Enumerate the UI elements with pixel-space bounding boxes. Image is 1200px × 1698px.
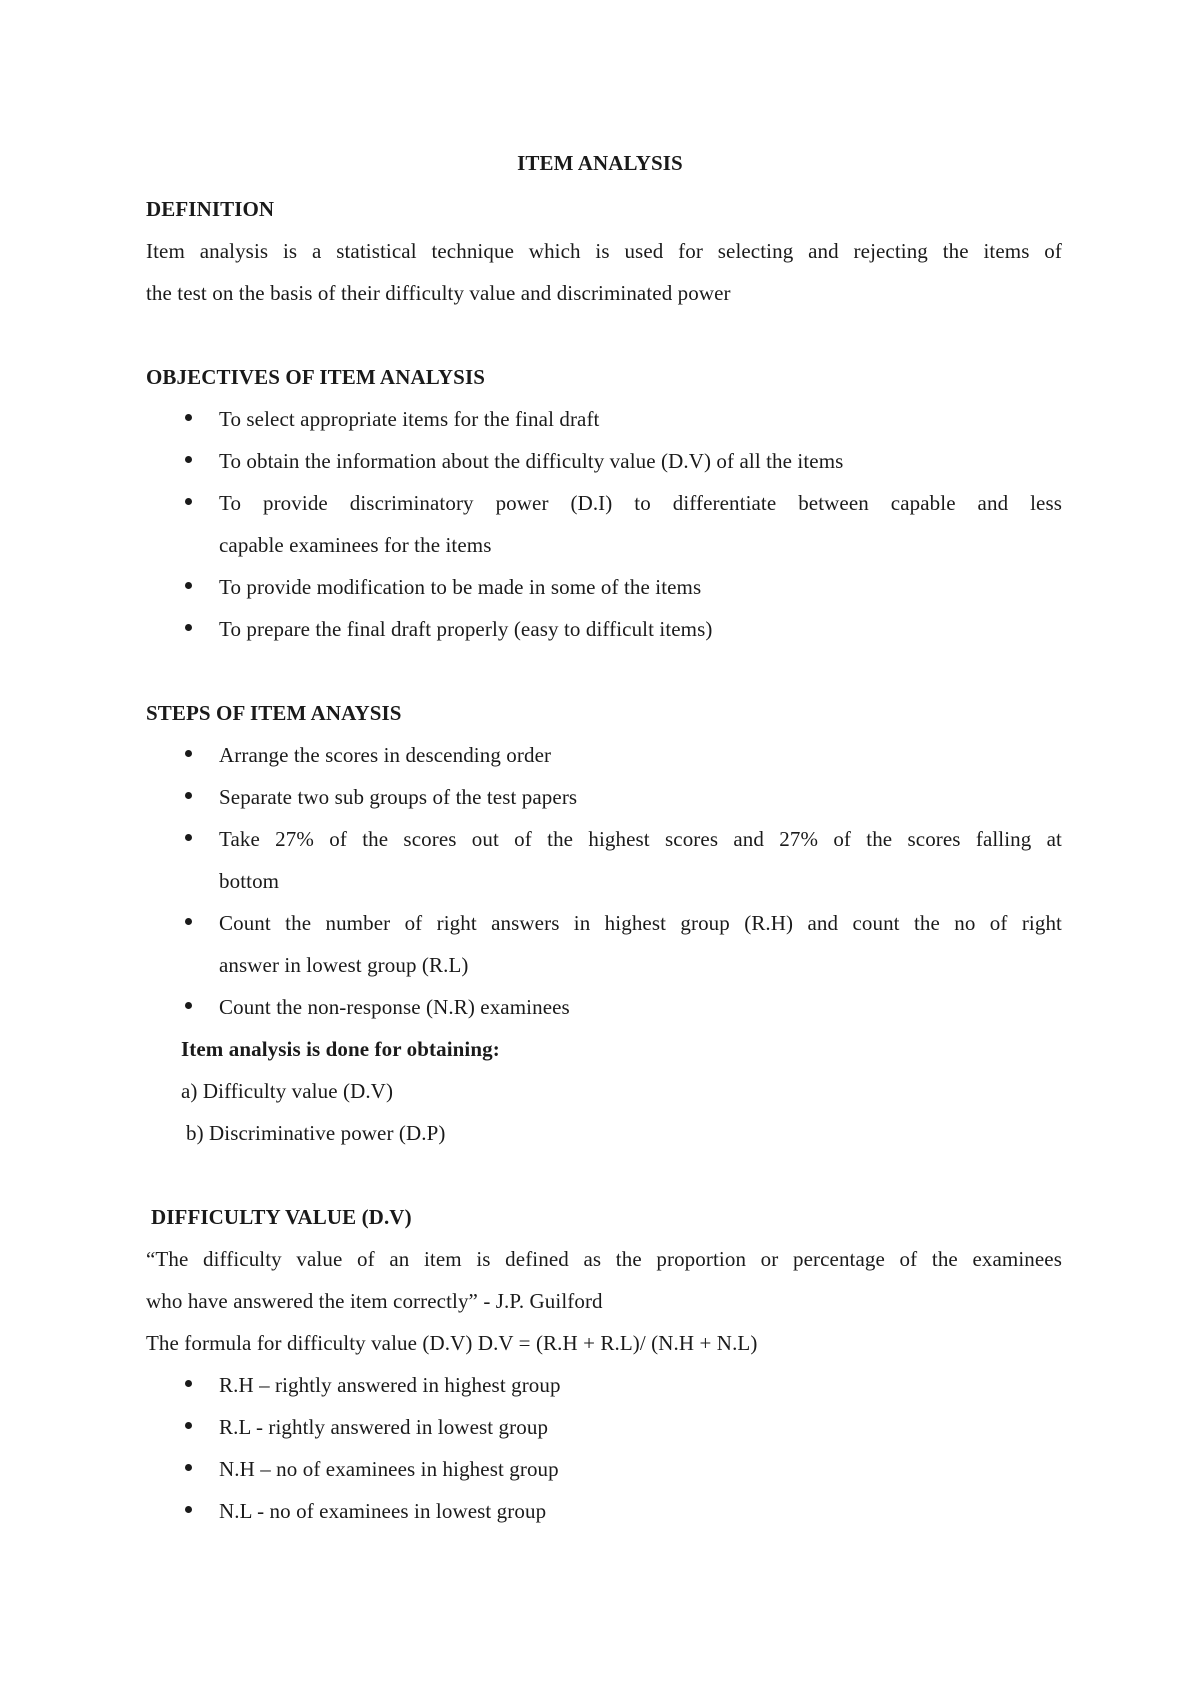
bullet-icon: [185, 834, 192, 841]
steps-item-4: Count the number of right answers in highest group (R.H) and count the no of right: [219, 911, 1062, 935]
bullet-icon: [185, 582, 192, 589]
objectives-heading: OBJECTIVES OF ITEM ANALYSIS: [146, 365, 485, 389]
objectives-item-3: To provide discriminatory power (D.I) to differentiate between capable and less: [219, 491, 1062, 515]
bullet-icon: [185, 1506, 192, 1513]
steps-item-2: Separate two sub groups of the test papers: [219, 785, 578, 809]
difficulty-quote-line-2: who have answered the item correctly” - J.P. Guilford: [146, 1289, 603, 1313]
difficulty-item-4: N.L - no of examinees in lowest group: [219, 1499, 547, 1523]
definition-line-1: Item analysis is a statistical technique which is used for selecting and rejecting the items of: [146, 239, 1062, 263]
steps-item-3: Take 27% of the scores out of the highest scores and 27% of the scores falling at: [219, 827, 1062, 851]
steps-sub-item-b: b) Discriminative power (D.P): [186, 1121, 446, 1145]
bullet-icon: [185, 1380, 192, 1387]
bullet-icon: [185, 498, 192, 505]
steps-sub-item-a: a) Difficulty value (D.V): [181, 1079, 394, 1103]
objectives-item-3-cont: capable examinees for the items: [219, 533, 492, 557]
bullet-icon: [185, 1422, 192, 1429]
bullet-icon: [185, 1002, 192, 1009]
bullet-icon: [185, 918, 192, 925]
objectives-item-2: To obtain the information about the difficulty value (D.V) of all the items: [219, 449, 844, 473]
steps-heading: STEPS OF ITEM ANAYSIS: [146, 701, 402, 725]
definition-line-2: the test on the basis of their difficulty value and discriminated power: [146, 281, 731, 305]
objectives-item-4: To provide modification to be made in some of the items: [219, 575, 702, 599]
difficulty-item-1: R.H – rightly answered in highest group: [219, 1373, 561, 1397]
steps-item-1: Arrange the scores in descending order: [219, 743, 552, 767]
bullet-icon: [185, 1464, 192, 1471]
steps-item-5: Count the non-response (N.R) examinees: [219, 995, 570, 1019]
page-title: ITEM ANALYSIS: [517, 151, 683, 175]
difficulty-heading: DIFFICULTY VALUE (D.V): [151, 1205, 412, 1229]
difficulty-item-3: N.H – no of examinees in highest group: [219, 1457, 559, 1481]
bullet-icon: [185, 792, 192, 799]
bullet-icon: [185, 456, 192, 463]
objectives-item-1: To select appropriate items for the final draft: [219, 407, 600, 431]
bullet-icon: [185, 750, 192, 757]
difficulty-quote-line-1: “The difficulty value of an item is defined as the proportion or percentage of the examinees: [146, 1247, 1062, 1271]
steps-subheading: Item analysis is done for obtaining:: [181, 1037, 500, 1061]
bullet-icon: [185, 414, 192, 421]
difficulty-formula: The formula for difficulty value (D.V) D.V = (R.H + R.L)/ (N.H + N.L): [146, 1331, 758, 1355]
steps-item-3-cont: bottom: [219, 869, 280, 893]
definition-heading: DEFINITION: [146, 197, 275, 221]
objectives-item-5: To prepare the final draft properly (easy to difficult items): [219, 617, 713, 641]
bullet-icon: [185, 624, 192, 631]
difficulty-item-2: R.L - rightly answered in lowest group: [219, 1415, 549, 1439]
steps-item-4-cont: answer in lowest group (R.L): [219, 953, 469, 977]
